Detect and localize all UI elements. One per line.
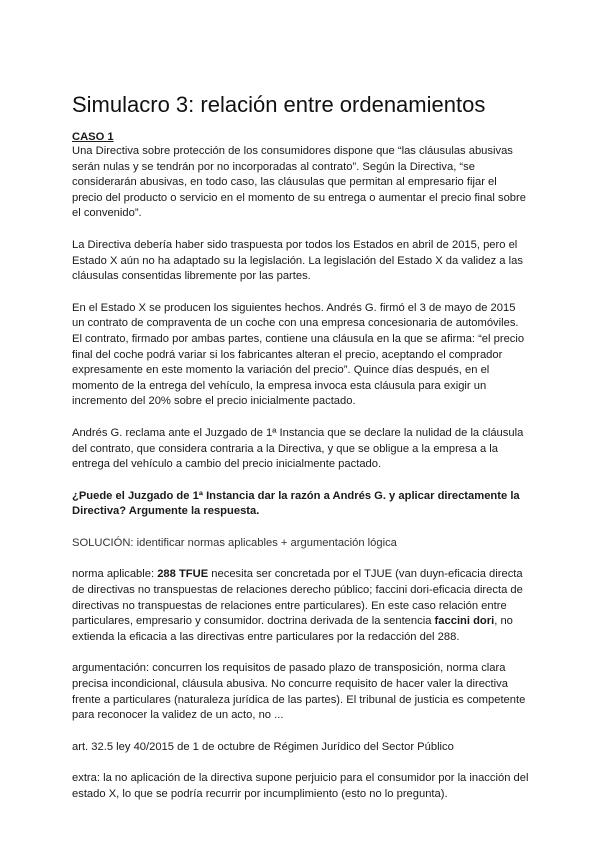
paragraph-directive: Una Directiva sobre protección de los consumidores dispone que “las cláusulas abusivas serán nulas y se tendrán por no incorporadas al contrato”. Según la Directiva, “se considerarán abusivas, en todo caso, las cláusulas que permitan al empresario fijar el precio del producto o servicio en el momento de su entrega o aumentar el precio final sobre el convenido”. xyxy=(72,145,526,220)
paragraph-norma xyxy=(72,567,530,645)
case-heading: CASO 1 xyxy=(72,131,114,143)
paragraph-article-reference: art. 32.5 ley 40/2015 de 1 de octubre de Régimen Jurídico del Sector Público xyxy=(72,740,454,753)
paragraph-claim: Andrés G. reclama ante el Juzgado de 1ª Instancia que se declare la nulidad de la cláusula del contrato, que considera contraria a la Directiva, y que se obligue a la empresa a la entrega del vehículo a cambio del precio inicialmente pactado. xyxy=(72,426,524,471)
paragraph-extra: extra: la no aplicación de la directiva supone perjuicio para el consumidor por la inacción del estado X, lo que se podría recurrir por incumplimiento (esto no lo pregunta). xyxy=(72,772,529,800)
page-title: Simulacro 3: relación entre ordenamientos xyxy=(72,92,486,117)
norma-suffix: , no extienda la eficacia a las directivas entre particulares por la redacción del 288. xyxy=(72,615,513,643)
paragraph-transposition: La Directiva debería haber sido traspuesta por todos los Estados en abril de 2015, pero el Estado X aún no ha adaptado su la legislación. La legislación del Estado X da validez a las cláusulas consentidas libremente por las partes. xyxy=(72,238,523,283)
norma-prefix: norma aplicable: xyxy=(72,568,158,581)
paragraph-argumentacion: argumentación: concurren los requisitos de pasado plazo de transposición, norma clara precisa incondicional, cláusula abusiva. No concurre requisito de hacer valer la directiva frente a particulares (naturaleza jurídica de las partes). El tribunal de justicia es competente para reconocer la validez de un acto, no ... xyxy=(72,662,526,722)
norma-bold-article: 288 TFUE xyxy=(157,568,209,581)
document-page xyxy=(72,92,530,819)
norma-middle: necesita ser concretada por el TJUE (van duyn-eficacia directa de directivas no transpuestas de relaciones derecho público; faccini dori-eficacia directa de directivas no transpuestas de relaciones entre particulares). En este caso relación entre particulares, empresario y consumidor. doctrina derivada de la sentencia xyxy=(72,568,523,628)
question: ¿Puede el Juzgado de 1ª Instancia dar la razón a Andrés G. y aplicar directamente la Directiva? Argumente la respuesta. xyxy=(72,489,520,518)
paragraph-facts: En el Estado X se producen los siguientes hechos. Andrés G. firmó el 3 de mayo de 2015 un contrato de compraventa de un coche con una empresa concesionaria de automóviles. El contrato, firmado por ambas partes, contiene una cláusula en la que se afirma: “el precio final del coche podrá variar si los fabricantes alteran el precio, aceptando el comprador expresamente en este momento la variación del precio”. Quince días después, en el momento de la entrega del vehículo, la empresa invoca esta cláusula para exigir un incremento del 20% sobre el precio inicialmente pactado. xyxy=(72,301,525,408)
solution-heading: SOLUCIÓN: identificar normas aplicables + argumentación lógica xyxy=(72,536,397,549)
norma-bold-case: faccini dori xyxy=(434,615,495,628)
